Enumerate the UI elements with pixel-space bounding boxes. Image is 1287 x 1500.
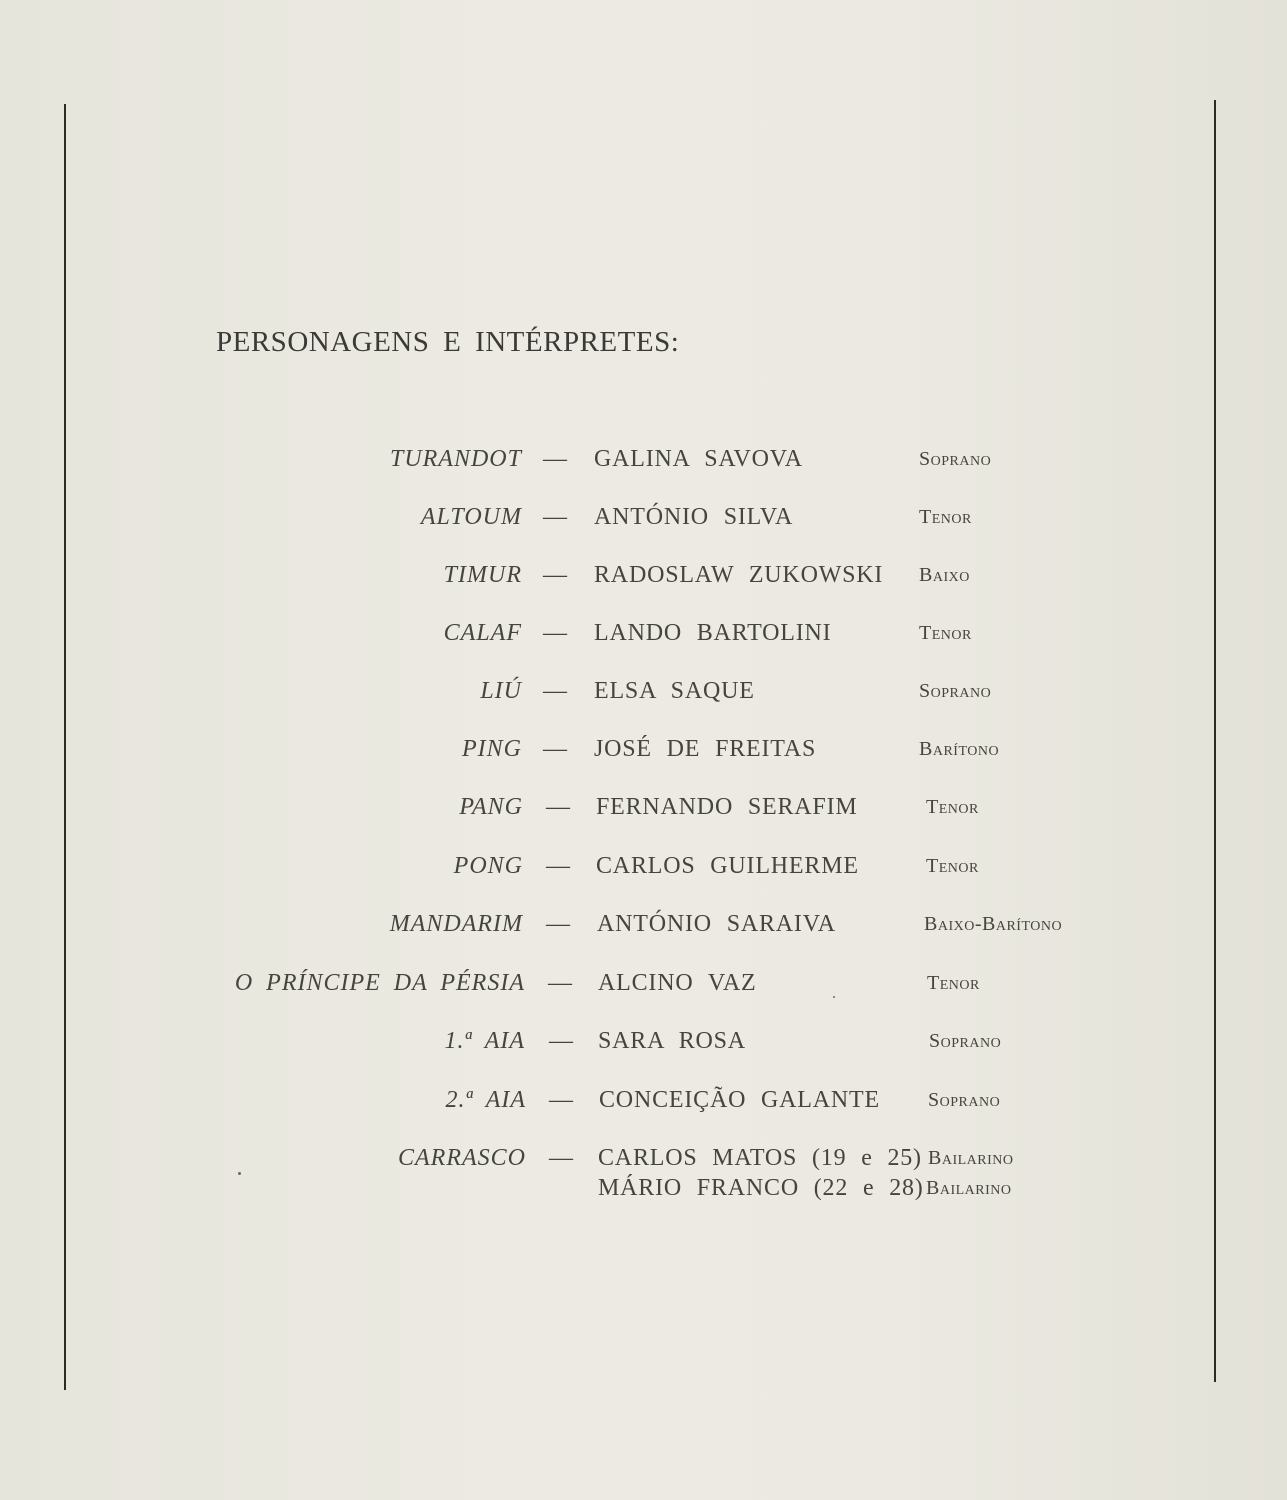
cast-row	[0, 853, 1287, 893]
dash-separator: —	[543, 446, 567, 472]
paper-speck	[238, 1172, 241, 1175]
voice-type: Bailarino	[928, 1147, 1014, 1169]
performer-name: RADOSLAW ZUKOWSKI	[594, 562, 884, 588]
character-name: CARRASCO	[398, 1145, 526, 1171]
dash-separator: —	[543, 620, 567, 646]
character-name: LIÚ	[480, 678, 522, 704]
cast-row	[0, 446, 1287, 486]
character-name: TURANDOT	[389, 446, 522, 472]
performer-name: CARLOS GUILHERME	[596, 853, 859, 879]
voice-type: Barítono	[919, 738, 1000, 760]
voice-type: Bailarino	[926, 1177, 1012, 1199]
performer-name: ALCINO VAZ	[598, 970, 757, 996]
voice-type: Baixo-Barítono	[924, 913, 1063, 935]
performer-name: JOSÉ DE FREITAS	[594, 736, 817, 762]
cast-row	[0, 970, 1287, 1010]
character-name: PONG	[453, 853, 523, 879]
dash-separator: —	[549, 1028, 573, 1054]
cast-row	[0, 1028, 1287, 1068]
voice-type: Tenor	[926, 855, 979, 877]
character-name: PANG	[459, 794, 523, 820]
voice-type: Tenor	[919, 622, 972, 644]
paper-speck	[833, 996, 835, 998]
voice-type: Tenor	[926, 796, 979, 818]
voice-type: Tenor	[927, 972, 980, 994]
voice-type: Soprano	[929, 1030, 1002, 1052]
character-name: 1.ª AIA	[444, 1028, 525, 1054]
performer-name: SARA ROSA	[598, 1028, 746, 1054]
character-name: ALTOUM	[420, 504, 522, 530]
voice-type: Soprano	[919, 448, 992, 470]
character-name: CALAF	[443, 620, 522, 646]
performer-name: FERNANDO SERAFIM	[596, 794, 858, 820]
dash-separator: —	[546, 853, 570, 879]
page-heading: PERSONAGENS E INTÉRPRETES:	[216, 326, 680, 358]
cast-row	[0, 504, 1287, 544]
voice-type: Tenor	[919, 506, 972, 528]
cast-row	[0, 562, 1287, 602]
dash-separator: —	[543, 678, 567, 704]
performer-name: MÁRIO FRANCO (22 e 28)	[598, 1175, 924, 1201]
dash-separator: —	[549, 1145, 573, 1171]
cast-row	[0, 736, 1287, 776]
character-name: 2.ª AIA	[445, 1087, 526, 1113]
performer-name: GALINA SAVOVA	[594, 446, 803, 472]
cast-row	[0, 1175, 1287, 1215]
dash-separator: —	[546, 794, 570, 820]
dash-separator: —	[548, 970, 572, 996]
character-name: TIMUR	[443, 562, 522, 588]
cast-row	[0, 678, 1287, 718]
cast-row	[0, 911, 1287, 951]
character-name: PING	[462, 736, 522, 762]
performer-name: ELSA SAQUE	[594, 678, 755, 704]
cast-row	[0, 620, 1287, 660]
dash-separator: —	[546, 911, 570, 937]
performer-name: LANDO BARTOLINI	[594, 620, 832, 646]
cast-row	[0, 1087, 1287, 1127]
performer-name: CARLOS MATOS (19 e 25)	[598, 1145, 922, 1171]
dash-separator: —	[543, 562, 567, 588]
voice-type: Soprano	[919, 680, 992, 702]
voice-type: Baixo	[919, 564, 970, 586]
character-name: MANDARIM	[389, 911, 523, 937]
performer-name: ANTÓNIO SILVA	[594, 504, 794, 530]
cast-row	[0, 794, 1287, 834]
performer-name: ANTÓNIO SARAIVA	[597, 911, 836, 937]
dash-separator: —	[549, 1087, 573, 1113]
character-name: O PRÍNCIPE DA PÉRSIA	[234, 970, 525, 996]
dash-separator: —	[543, 504, 567, 530]
voice-type: Soprano	[928, 1089, 1001, 1111]
performer-name: CONCEIÇÃO GALANTE	[599, 1087, 880, 1113]
dash-separator: —	[543, 736, 567, 762]
